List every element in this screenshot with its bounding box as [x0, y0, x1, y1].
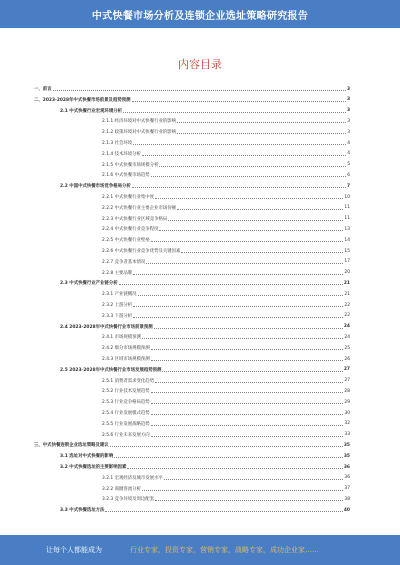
- toc-entry[interactable]: [60, 108, 350, 114]
- toc-page-number: 15: [344, 248, 350, 254]
- toc-entry[interactable]: [102, 151, 350, 157]
- toc-leader-dots: [151, 357, 344, 361]
- toc-entry-text: 2.5 2023-2028年中式快餐行业市场发展趋势预测: [60, 367, 162, 373]
- toc-page-number: 3: [346, 108, 350, 114]
- toc-leader-dots: [168, 217, 343, 221]
- toc-entry[interactable]: [34, 86, 350, 92]
- toc-leader-dots: [133, 314, 343, 318]
- toc-entry-text: 2.3.1 产业链概况: [102, 292, 137, 298]
- toc-page-number: 36: [343, 464, 350, 470]
- toc-entry[interactable]: [102, 496, 350, 502]
- toc-entry[interactable]: [60, 183, 350, 189]
- toc-page-number: 14: [344, 237, 350, 243]
- toc-leader-dots: [162, 368, 342, 372]
- toc-page-number: 24: [343, 324, 350, 330]
- toc-entry-text: 2.2.7 竞争者基本情况: [102, 259, 146, 265]
- toc-entry[interactable]: [60, 464, 350, 470]
- toc-entry[interactable]: [102, 334, 350, 340]
- toc-leader-dots: [114, 454, 343, 458]
- toc-entry[interactable]: [102, 486, 350, 492]
- toc-entry[interactable]: [102, 194, 350, 200]
- toc-leader-dots: [151, 433, 344, 437]
- toc-page-number: 11: [344, 216, 350, 222]
- toc-entry-text: 3.2.3 竞争环境及周边配套: [102, 497, 155, 503]
- toc-entry[interactable]: [102, 399, 350, 405]
- toc-leader-dots: [159, 163, 346, 167]
- toc-page-number: 4: [347, 151, 350, 157]
- report-title: 中式快餐市场分析及连锁企业选址策略研究报告: [91, 11, 309, 22]
- toc-entry-text: 2.4.3 区域市场规模预测: [102, 357, 150, 362]
- toc-entry-text: 2.2.1 中式快餐行业集中度: [102, 195, 155, 200]
- toc-entry-text: 2.2.2 中式快餐行业主要企业市场份额: [102, 205, 177, 211]
- toc-entry-text: 3.1 选址对中式快餐的影响: [60, 454, 114, 460]
- toc-entry[interactable]: [60, 324, 350, 330]
- toc-leader-dots: [151, 346, 344, 350]
- toc-leader-dots: [127, 465, 342, 469]
- table-of-contents: [0, 86, 400, 518]
- toc-page-number: 32: [344, 421, 350, 427]
- footer-roles: 行业专家，投资专家，营销专家，战略专家，成功企业家……: [130, 546, 319, 554]
- toc-page-number: 5: [347, 162, 350, 168]
- footer-slogan: 让每个人都能成为: [46, 546, 102, 554]
- toc-entry-text: 二、2023-2028年中式快餐市场前景及趋势预测: [34, 97, 131, 103]
- toc-entry-text: 2.2.4 中式快餐行业竞争程度: [102, 227, 159, 233]
- toc-entry-text: 3.3 中式快餐选址方法: [60, 508, 105, 514]
- toc-leader-dots: [110, 443, 343, 447]
- toc-entry[interactable]: [102, 302, 350, 308]
- toc-entry-text: 2.3 中式快餐行业产业链分析: [60, 281, 118, 287]
- toc-page-number: 11: [344, 205, 350, 211]
- toc-leader-dots: [142, 152, 346, 156]
- toc-leader-dots: [142, 487, 343, 491]
- toc-page-number: 36: [344, 475, 350, 481]
- toc-entry-text: 三、中式快餐连锁企业选址策略及建议: [34, 443, 109, 449]
- toc-leader-dots: [181, 249, 343, 253]
- toc-page-number: 3: [347, 129, 350, 135]
- toc-entry[interactable]: [34, 442, 350, 448]
- toc-entry[interactable]: [60, 367, 350, 373]
- toc-leader-dots: [133, 271, 343, 275]
- toc-page-number: 3: [346, 86, 350, 92]
- toc-entry-text: 2.2.6 中式快餐行业竞争优势及关键因素: [102, 249, 181, 254]
- toc-entry-text: 2.3.2 上游分析: [102, 303, 133, 308]
- toc-entry-text: 2.2 中国中式快餐市场竞争格局分析: [60, 184, 131, 190]
- toc-entry-text: 2.5.2 行业技术发展趋势: [102, 389, 150, 395]
- toc-entry-text: 2.5.4 行业发展模式趋势: [102, 411, 150, 416]
- toc-entry[interactable]: [102, 226, 350, 232]
- toc-entry[interactable]: [102, 205, 350, 211]
- toc-entry-text: 2.1.1 经济环境对中式快餐行业的影响: [102, 119, 177, 125]
- toc-entry[interactable]: [102, 313, 350, 319]
- toc-entry[interactable]: [102, 388, 350, 394]
- toc-entry-text: 2.4 2023-2028年中式快餐行业市场前景预测: [60, 324, 153, 330]
- toc-entry-text: 2.2.3 中式快餐行业区域竞争格局: [102, 216, 168, 222]
- toc-entry-text: 3.2.1 宏观经济及城市发展水平: [102, 475, 163, 481]
- toc-leader-dots: [151, 238, 344, 242]
- toc-entry-text: 2.5.1 消费者需求变化趋势: [102, 378, 155, 384]
- toc-entry-text: 2.5.6 行业未来发展方向: [102, 432, 150, 438]
- toc-leader-dots: [177, 119, 346, 123]
- toc-leader-dots: [177, 206, 343, 210]
- toc-entry[interactable]: [102, 118, 350, 124]
- toc-page-number: 33: [344, 432, 350, 438]
- toc-entry[interactable]: [102, 216, 350, 222]
- toc-page-number: 27: [344, 378, 350, 384]
- toc-entry[interactable]: [102, 475, 350, 481]
- toc-entry-text: 2.4.2 细分市场规模预测: [102, 346, 150, 352]
- toc-entry-text: 2.1.4 技术环境分析: [102, 151, 141, 157]
- toc-leader-dots: [155, 195, 343, 199]
- toc-entry[interactable]: [102, 345, 350, 351]
- toc-page-number: 40: [343, 507, 350, 513]
- toc-entry[interactable]: [102, 162, 350, 168]
- toc-page-number: 13: [344, 226, 350, 232]
- toc-page-number: 21: [344, 291, 350, 297]
- toc-leader-dots: [132, 184, 346, 188]
- toc-entry[interactable]: [60, 280, 350, 286]
- header-bar: [0, 0, 400, 28]
- toc-entry[interactable]: [102, 259, 350, 265]
- toc-entry[interactable]: [102, 172, 350, 178]
- toc-page-number: 10: [344, 194, 350, 200]
- toc-entry[interactable]: [102, 140, 350, 146]
- toc-entry[interactable]: [102, 421, 350, 427]
- toc-leader-dots: [177, 130, 346, 134]
- toc-leader-dots: [151, 422, 344, 426]
- toc-page-number: 29: [344, 399, 350, 405]
- toc-page-number: 26: [344, 356, 350, 362]
- toc-leader-dots: [146, 260, 343, 264]
- toc-leader-dots: [151, 411, 344, 415]
- toc-page-number: 20: [344, 270, 350, 276]
- toc-leader-dots: [151, 400, 344, 404]
- toc-page-number: 6: [347, 172, 350, 178]
- toc-page-number: 22: [344, 302, 350, 308]
- toc-entry-text: 2.2.5 中式快餐行业壁垒: [102, 238, 150, 244]
- toc-entry-text: 2.1 中式快餐行业宏观环境分析: [60, 108, 122, 114]
- toc-page-number: 17: [344, 259, 350, 265]
- toc-leader-dots: [133, 303, 343, 307]
- toc-page-number: 35: [343, 453, 350, 459]
- toc-leader-dots: [138, 292, 344, 296]
- toc-entry-text: 2.4.1 市场规模预测: [102, 335, 141, 341]
- toc-entry-text: 一、前言: [34, 87, 52, 92]
- toc-entry[interactable]: [102, 270, 350, 276]
- toc-page-number: 22: [344, 313, 350, 319]
- toc-page-number: 24: [344, 334, 350, 340]
- toc-page-number: 25: [344, 345, 350, 351]
- toc-entry-text: 2.1.6 中式快餐市场趋势: [102, 173, 150, 179]
- toc-entry-text: 2.2.8 主要品牌: [102, 270, 133, 276]
- toc-page-number: 3: [346, 97, 350, 103]
- toc-leader-dots: [132, 98, 346, 102]
- toc-entry[interactable]: [102, 410, 350, 416]
- toc-leader-dots: [159, 227, 343, 231]
- toc-entry[interactable]: [102, 129, 350, 135]
- toc-entry[interactable]: [34, 97, 350, 103]
- toc-leader-dots: [133, 141, 346, 145]
- toc-leader-dots: [119, 281, 343, 285]
- toc-entry[interactable]: [102, 432, 350, 438]
- toc-leader-dots: [155, 379, 343, 383]
- toc-leader-dots: [142, 335, 343, 339]
- footer-bar: [0, 535, 400, 565]
- toc-page-number: 3: [347, 118, 350, 124]
- toc-entry[interactable]: [102, 378, 350, 384]
- toc-entry-text: 2.1.2 政策环境对中式快餐行业的影响: [102, 130, 177, 136]
- toc-leader-dots: [105, 508, 342, 512]
- toc-entry-text: 2.3.3 下游分析: [102, 313, 133, 319]
- toc-entry[interactable]: [102, 356, 350, 362]
- toc-page-number: 30: [344, 410, 350, 416]
- toc-leader-dots: [53, 87, 346, 91]
- toc-page-number: 38: [344, 496, 350, 502]
- toc-leader-dots: [154, 325, 343, 329]
- toc-entry[interactable]: [102, 248, 350, 254]
- toc-page-number: 4: [347, 140, 350, 146]
- toc-entry-text: 2.5.3 行业竞争格局趋势: [102, 400, 150, 406]
- toc-leader-dots: [151, 389, 344, 393]
- toc-page-number: 7: [346, 183, 350, 189]
- toc-leader-dots: [123, 109, 346, 113]
- toc-heading: 内容目录: [178, 58, 222, 71]
- toc-page-number: 35: [343, 442, 350, 448]
- toc-page-number: 27: [343, 367, 350, 373]
- toc-entry[interactable]: [60, 507, 350, 513]
- toc-entry-text: 2.5.5 行业发展战略趋势: [102, 421, 150, 427]
- toc-entry[interactable]: [102, 237, 350, 243]
- toc-entry-text: 2.1.5 中式快餐市场规模分析: [102, 162, 159, 168]
- toc-leader-dots: [155, 497, 343, 501]
- toc-leader-dots: [164, 476, 344, 480]
- toc-entry-text: 3.2.2 商圈客流分析: [102, 486, 141, 492]
- toc-entry[interactable]: [102, 291, 350, 297]
- toc-page-number: 28: [344, 388, 350, 394]
- toc-page-number: 37: [344, 486, 350, 492]
- toc-page-number: 21: [343, 280, 350, 286]
- toc-entry-text: 2.1.3 社会环境: [102, 141, 133, 146]
- toc-leader-dots: [151, 173, 347, 177]
- toc-entry-text: 3.2 中式快餐选址的主要影响因素: [60, 465, 127, 470]
- toc-entry[interactable]: [60, 453, 350, 459]
